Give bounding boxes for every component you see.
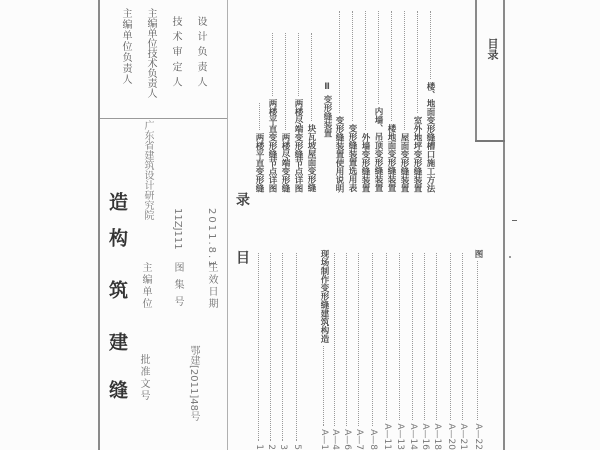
page-number: A—13 [395,423,405,450]
toc-page-entry[interactable] [266,250,276,450]
titleblock-label: 目录 [486,38,499,60]
leader-dots [451,253,452,420]
role-chief-editor-unit: 主编单位负责人 [120,8,131,85]
scan-mark [509,256,511,258]
leader-dots [463,253,464,420]
effective-date-value: 2011.8.1 [206,208,217,269]
leader-dots [417,11,418,113]
toc-page-entry[interactable] [408,250,418,450]
leader-dots [339,11,340,113]
page-number: A—20 [446,423,456,450]
header-bottom-border [227,0,228,450]
leader-dots [335,253,336,426]
frame-left-border [98,0,100,450]
page-number: A—6 [342,429,352,450]
page-number: 1 [254,444,264,450]
role-technical-lead: 主编单位技术负责人 [145,8,156,98]
leader-dots [352,11,353,121]
scan-mark [512,220,517,221]
toc-page-entry[interactable] [318,250,330,450]
page-number: A—8 [368,429,378,450]
toc-entry[interactable] [424,8,436,192]
frame-right-border [503,0,505,450]
toc-page-entry[interactable] [254,250,264,450]
entry-label: 楼、地面变形缝槽口施工方法 [425,81,435,192]
leader-dots [297,253,298,441]
entry-label: 现场制作变形缝建筑构造 [319,250,329,344]
leader-dots [425,253,426,420]
leader-dots [378,11,379,104]
title-char-3: 筑 [106,280,128,299]
page-number: A—21 [458,423,468,450]
toc-entry[interactable]: 块瓦坡屋面变形缝 [305,30,317,192]
entry-label: 变形缝装置选用表 [347,124,357,192]
title-char-4: 构 [106,228,128,247]
leader-dots [387,253,388,420]
page-number: A—22 [473,423,483,450]
toc-heading-lu: 录 [234,192,250,206]
page-number: A—14 [408,423,418,450]
toc-heading-mu: 目 [234,250,250,264]
toc-page-entry[interactable] [446,250,456,450]
page-number: A—16 [420,423,430,450]
leader-dots [285,33,286,130]
leader-dots [413,253,414,420]
toc-entry[interactable] [385,8,397,192]
leader-dots [437,253,438,420]
page-number: A—4 [330,429,340,450]
toc-entry[interactable] [372,8,384,192]
page-number: 2 [266,444,276,450]
titleblock-left-border [475,0,477,142]
toc-entry[interactable]: 两楼平直变形缝 [253,100,265,192]
titleblock-bottom-border [475,140,505,142]
role-technical-reviewer: 技 术 审 定 人 [170,16,181,88]
toc-page-entry[interactable] [278,250,288,450]
toc-page-entry[interactable] [382,250,392,450]
page-number: A—18 [432,423,442,450]
toc-page-entry[interactable] [432,250,442,450]
entry-label: 外墙变形缝装置 [360,132,370,192]
toc-entry[interactable]: 两楼尽端变形缝节点详图 [292,30,304,192]
leader-dots [400,253,401,420]
entry-label: 室外地坪变形缝装置 [412,115,422,192]
approval-value: 鄂建[2011]48号 [188,345,199,421]
drawing-no-label: 图 集 号 [172,262,183,309]
leader-dots [365,11,366,130]
leader-dots [391,11,392,121]
toc-page-entry[interactable] [342,250,352,450]
toc-entry[interactable]: 两楼平直变形缝节点详图 [266,30,278,192]
leader-dots [478,262,479,421]
toc-page-entry[interactable] [330,250,340,450]
leader-dots [324,347,325,427]
toc-page-entry[interactable] [292,250,302,450]
page-number: A—1 [319,429,329,450]
leader-dots [272,33,273,96]
page-number: 3 [278,444,288,450]
editor-unit-value: 广东省建筑设计研究院 [142,120,153,220]
leader-dots [271,253,272,441]
leader-dots [373,253,374,426]
page-number: A—11 [382,423,392,450]
entry-label: 屋面变形缝装置 [399,132,409,192]
approval-label: 批准文号 [138,354,149,402]
effective-date-label: 生效日期 [206,262,217,310]
toc-page-entry[interactable] [354,250,364,450]
toc-page-entry[interactable] [458,250,468,450]
leader-dots [430,11,431,79]
toc-page-entry[interactable] [472,250,484,450]
toc-page-entry[interactable] [395,250,405,450]
leader-dots [404,11,405,130]
leader-dots [298,33,299,96]
toc-entry[interactable] [333,8,345,192]
toc-page-entry[interactable] [368,250,378,450]
entry-label: 图 [473,250,483,259]
toc-page-entry[interactable] [420,250,430,450]
toc-entry[interactable] [398,8,410,192]
leader-dots [347,253,348,426]
leader-dots [311,33,312,121]
header-divider [100,118,228,119]
section-title: Ⅱ 变形缝装置 [322,82,332,138]
page-number: A—7 [354,429,364,450]
role-design-lead: 设 计 负 责 人 [195,16,206,88]
toc-entry[interactable]: 两楼尽端变形缝 [279,30,291,192]
leader-dots [259,253,260,441]
toc-entry[interactable] [411,8,423,192]
leader-dots [283,253,284,441]
page-number: 5 [292,444,302,450]
editor-unit-label: 主编单位 [140,262,151,310]
entry-label: 内墙、吊顶变形缝装置 [373,107,383,192]
entry-label: 楼地面变形缝装置 [386,124,396,192]
drawing-no-value: 11ZJ111 [172,208,183,250]
toc-entry[interactable] [346,8,358,192]
title-char-5: 造 [106,192,128,211]
leader-dots [359,253,360,426]
leader-dots [259,103,260,130]
title-char-1: 缝 [106,380,128,399]
title-char-2: 建 [106,332,128,351]
toc-entry[interactable] [359,8,371,192]
entry-label: 变形缝装置使用说明 [334,115,344,192]
